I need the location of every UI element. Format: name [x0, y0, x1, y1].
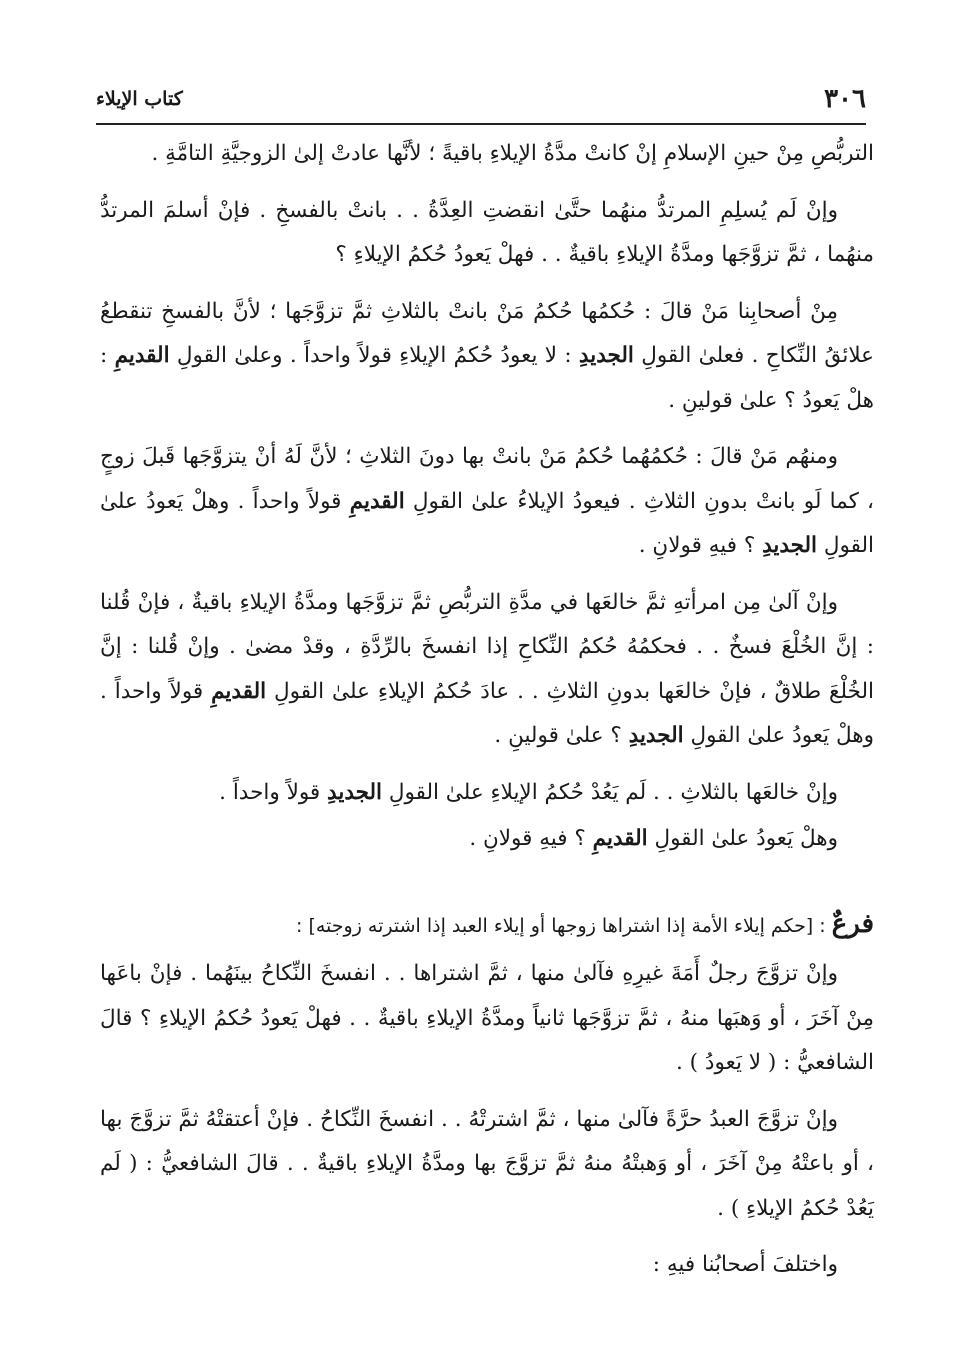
paragraph-slave-man-case: [100, 1098, 874, 1232]
paragraph-text: وهلْ يَعودُ علىٰ القولِ: [647, 826, 838, 851]
term-new-view: الجديدِ: [628, 723, 684, 748]
paragraph-text: ومنهُم مَنْ قالَ : حُكمُهُما حُكمُ مَنْ بانتْ بها دونَ الثلاثِ ؛ لأنَّ لَهُ أنْ يتزوَّجَها قَبلَ زوجٍ ، كما لَو بانتْ بدونِ الثلاثِ . فيعودُ الإيلاءُ علىٰ القولِ: [100, 444, 874, 514]
paragraph-triple-khul: [100, 771, 874, 816]
paragraph-text: ؟ فيهِ قولانِ .: [638, 533, 763, 558]
paragraph-apostate-case: [100, 189, 874, 278]
paragraph-second-opinion: [100, 435, 874, 569]
page-body: [100, 132, 874, 1300]
page-header: [96, 84, 866, 118]
paragraph-text: التربُّصِ مِنْ حينِ الإسلامِ إنْ كانتْ مدَّةُ الإيلاءِ باقيةً ؛ لأنَّها عادتْ إلىٰ الزوجيَّةِ التامَّةِ .: [151, 141, 874, 166]
term-old-view: القديمِ: [592, 826, 648, 851]
term-old-view: القديمِ: [211, 678, 267, 704]
paragraph-text: مِنْ أصحابِنا مَنْ قالَ : حُكمُها حُكمُ مَنْ بانتْ بالثلاثِ ثمَّ تزوَّجَها ؛ لأنَّ بالفسخِ تنقطعُ علائقُ النِّكاحِ . فعلىٰ القولِ: [100, 298, 874, 368]
paragraph-old-view-question: [100, 817, 874, 862]
paragraph-text: قولاً واحداً .: [219, 779, 328, 805]
paragraph-text: وإنْ خالعَها بالثلاثِ . . لَم يَعُدْ حُكمُ الإيلاءِ علىٰ القولِ: [382, 779, 838, 805]
header-rule: [96, 123, 866, 125]
term-old-view: القديمِ: [114, 343, 170, 368]
paragraph-text: : هلْ يَعودُ ؟ علىٰ قولينِ .: [100, 343, 874, 413]
paragraph-text: وإنْ تزوَّجَ العبدُ حرَّةً فآلىٰ منها ، ثمَّ اشترتْهُ . . انفسخَ النِّكاحُ . فإنْ أعتقتْهُ ثمَّ تزوَّجَ بها ، أو باعتْهُ مِنْ آخَرَ ، أو وَهبتْهُ منهُ ثمَّ تزوَّجَ بها ومدَّةُ الإيلاءِ باقيةٌ . . قالَ الشافعيُّ : ( لَم يَعُدْ حُكمُ الإيلاءِ ) .: [100, 1106, 874, 1221]
paragraph-disagreement: [100, 1243, 874, 1288]
section-gap: [100, 874, 874, 902]
paragraph-text: : لا يعودُ حُكمُ الإيلاءِ قولاً واحداً . وعلىٰ القولِ: [169, 343, 579, 368]
section-label: فرعٌ: [831, 908, 874, 939]
term-old-view: القديمِ: [349, 488, 405, 514]
paragraph-text: ؟ علىٰ قولينِ .: [494, 723, 629, 748]
paragraph-text: واختلفَ أصحابُنا فيهِ :: [652, 1252, 838, 1277]
paragraph-continuation: [100, 132, 874, 177]
paragraph-khul-case: [100, 581, 874, 759]
term-new-view: الجديدِ: [327, 779, 383, 805]
paragraph-text: وإنْ آلىٰ مِن امرأتهِ ثمَّ خالعَها في مدَّةِ التربُّصِ ثمَّ تزوَّجَها ومدَّةُ الإيلاءِ باقيةٌ ، فإنْ قُلنا : إنَّ الخُلْعَ فسخٌ . . فحكمُهُ حُكمُ النِّكاحِ إذا انفسخَ بالرِّدَّةِ ، وقدْ مضىٰ . وإنْ قُلنا : إنَّ الخُلْعَ طلاقٌ ، فإنْ خالعَها بدونِ الثلاثِ . . عادَ حُكمُ الإيلاءِ علىٰ القولِ: [100, 589, 874, 704]
paragraph-text: ؟ فيهِ قولانِ .: [469, 826, 593, 851]
paragraph-slave-woman-case: [100, 952, 874, 1086]
paragraph-first-opinion: [100, 290, 874, 424]
paragraph-text: قولاً واحداً . وهلْ يَعودُ علىٰ القولِ: [100, 488, 874, 558]
term-new-view: الجديدِ: [762, 533, 818, 558]
paragraph-text: وإنْ تزوَّجَ رجلٌ أَمَةَ غيرِهِ فآلىٰ منها ، ثمَّ اشتراها . . انفسخَ النِّكاحُ بينَهُما . فإنْ باعَها مِنْ آخَرَ ، أو وَهبَها منهُ ، ثمَّ تزوَّجَها ثانياً ومدَّةُ الإيلاءِ باقيةٌ . . فهلْ يَعودُ حُكمُ الإيلاءِ ؟ قالَ الشافعيُّ : ( لا يَعودُ ) .: [100, 961, 874, 1075]
section-title: : [حكم إيلاء الأمة إذا اشتراها زوجها أو إيلاء العبد إذا اشترته زوجته] :: [296, 914, 832, 937]
running-title: كتاب الإيلاء: [96, 88, 183, 110]
term-new-view: الجديدِ: [578, 343, 634, 368]
page-number: ٣٠٦: [824, 84, 866, 114]
paragraph-text: وإنْ لَم يُسلِمِ المرتدُّ منهُما حتَّىٰ انقضتِ العِدَّةُ . . بانتْ بالفسخِ . فإنْ أسلمَ المرتدُّ منهُما ، ثمَّ تزوَّجَها ومدَّةُ الإيلاءِ باقيةٌ . . فهلْ يَعودُ حُكمُ الإيلاءِ ؟: [100, 197, 874, 267]
section-heading: [100, 902, 874, 949]
paragraph-text: قولاً واحداً . وهلْ يَعودُ علىٰ القولِ: [100, 678, 874, 748]
